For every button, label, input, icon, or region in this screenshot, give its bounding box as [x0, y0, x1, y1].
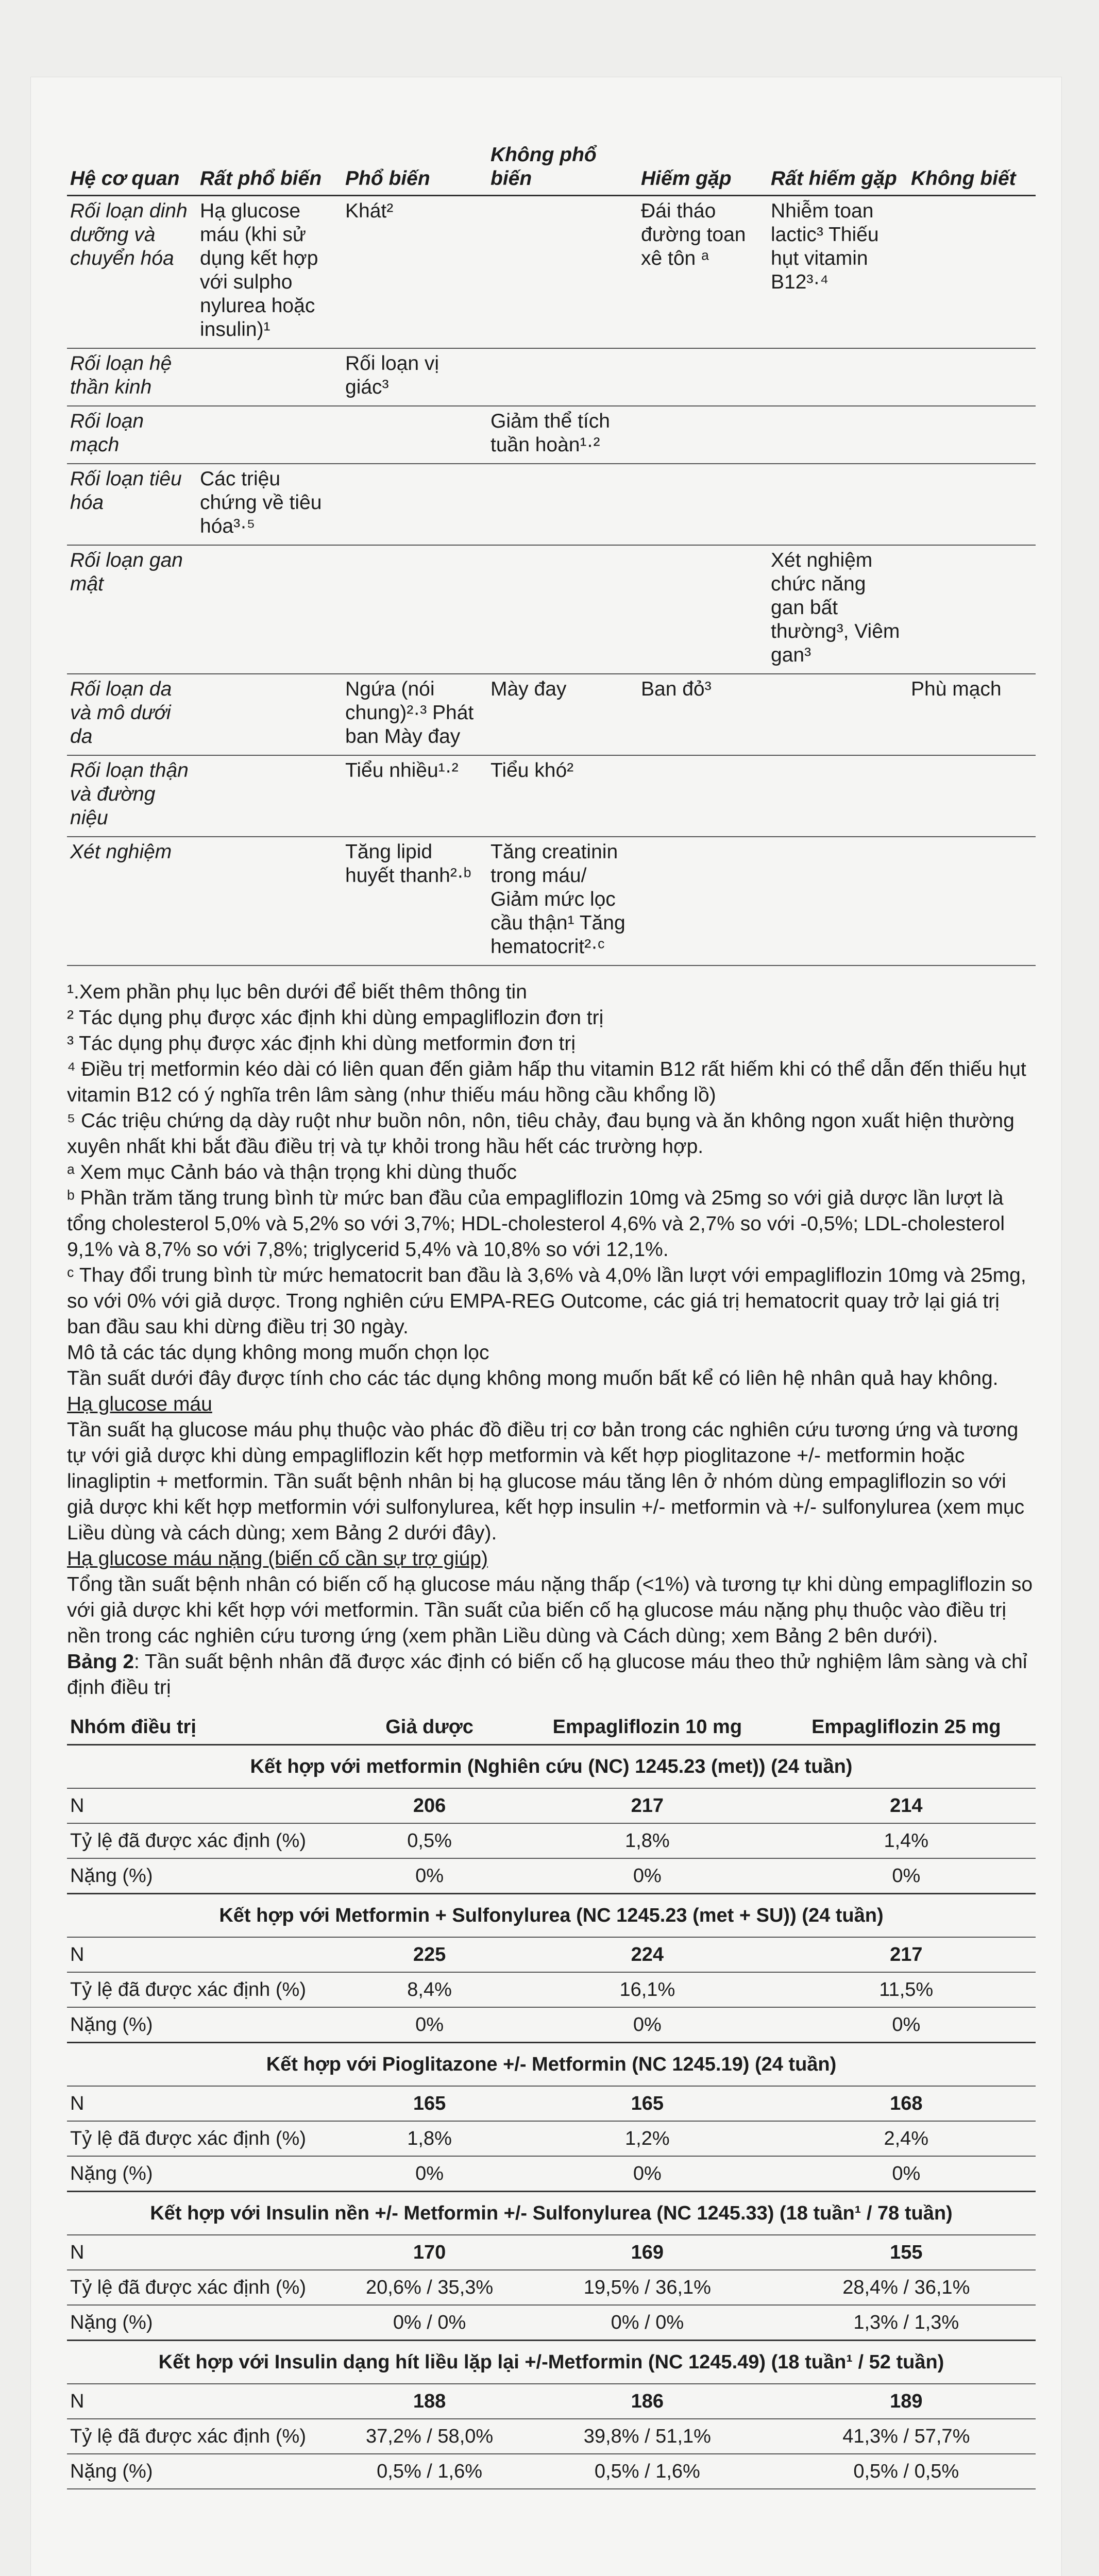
- header-very-rare: Rất hiếm gặp: [768, 139, 908, 196]
- value-cell: 1,3% / 1,3%: [777, 2305, 1036, 2341]
- frequency-cell: [487, 545, 638, 674]
- frequency-cell: Hạ glucose máu (khi sử dụng kết hợp với sulpho nylurea hoặc insulin)¹: [197, 196, 342, 349]
- row-label: Nặng (%): [67, 2007, 341, 2043]
- organ-system-cell: Rối loạn hệ thần kinh: [67, 348, 197, 406]
- value-cell: 155: [777, 2235, 1036, 2270]
- frequency-cell: [342, 464, 487, 545]
- header-common: Phổ biến: [342, 139, 487, 196]
- adverse-effects-row: [67, 674, 1036, 755]
- severe-hypoglycemia-text: Tổng tần suất bệnh nhân có biến cố hạ glucose máu nặng thấp (<1%) và tương tự khi dùng empagliflozin so với giả dược khi kết hợp với metformin. Tần suất của biến cố hạ glucose máu nặng phụ thuộc vào điều trị nền trong các nghiên cứu tương ứng (xem phần Liều dùng và Cách dùng; xem Bảng 2 bên dưới).: [67, 1573, 1033, 1647]
- footnotes: [67, 979, 1036, 1701]
- value-cell: 0%: [341, 2156, 518, 2192]
- value-cell: 168: [777, 2086, 1036, 2121]
- value-cell: 39,8% / 51,1%: [518, 2419, 776, 2454]
- frequency-cell: Rối loạn vị giác³: [342, 348, 487, 406]
- row-label: Nặng (%): [67, 1858, 341, 1894]
- value-cell: 37,2% / 58,0%: [341, 2419, 518, 2454]
- value-cell: 186: [518, 2384, 776, 2419]
- value-cell: 189: [777, 2384, 1036, 2419]
- adverse-effects-row: [67, 348, 1036, 406]
- value-cell: 0,5% / 1,6%: [341, 2454, 518, 2489]
- value-cell: 0% / 0%: [518, 2305, 776, 2341]
- value-cell: 0%: [518, 2007, 776, 2043]
- hypoglycemia-row: [67, 1788, 1036, 1823]
- value-cell: 0,5% / 1,6%: [518, 2454, 776, 2489]
- frequency-cell: Tăng creatinin trong máu/ Giảm mức lọc cầu thận¹ Tăng hematocrit²·ᶜ: [487, 837, 638, 965]
- row-label: Nặng (%): [67, 2156, 341, 2192]
- value-cell: 41,3% / 57,7%: [777, 2419, 1036, 2454]
- adverse-effects-row: [67, 545, 1036, 674]
- value-cell: 169: [518, 2235, 776, 2270]
- row-label: Tỷ lệ đã được xác định (%): [67, 2270, 341, 2305]
- footnote: ⁵ Các triệu chứng dạ dày ruột như buồn nôn, nôn, tiêu chảy, đau bụng và ăn không ngon xuất hiện thường xuyên nhất khi bắt đầu điều trị và tự khỏi trong hầu hết các trường hợp.: [67, 1110, 1015, 1158]
- row-label: Tỷ lệ đã được xác định (%): [67, 2121, 341, 2156]
- frequency-cell: [908, 464, 1036, 545]
- hypoglycemia-row: [67, 2121, 1036, 2156]
- frequency-cell: [638, 545, 768, 674]
- frequency-cell: [908, 406, 1036, 464]
- frequency-cell: Tăng lipid huyết thanh²·ᵇ: [342, 837, 487, 965]
- value-cell: 1,2%: [518, 2121, 776, 2156]
- hypoglycemia-row: [67, 2384, 1036, 2419]
- value-cell: 0% / 0%: [341, 2305, 518, 2341]
- hypoglycemia-heading: Hạ glucose máu: [67, 1393, 212, 1415]
- frequency-cell: [342, 545, 487, 674]
- organ-system-cell: Rối loạn da và mô dưới da: [67, 674, 197, 755]
- frequency-cell: [197, 348, 342, 406]
- frequency-cell: [768, 674, 908, 755]
- frequency-cell: [768, 837, 908, 965]
- frequency-cell: Tiểu nhiều¹·²: [342, 755, 487, 837]
- organ-system-cell: Rối loạn mạch: [67, 406, 197, 464]
- frequency-cell: [908, 545, 1036, 674]
- frequency-cell: [908, 348, 1036, 406]
- frequency-cell: [197, 755, 342, 837]
- frequency-cell: [197, 545, 342, 674]
- document-page: [31, 77, 1061, 2576]
- organ-system-cell: Rối loạn gan mật: [67, 545, 197, 674]
- hypoglycemia-row: [67, 2454, 1036, 2489]
- row-label: Nặng (%): [67, 2454, 341, 2489]
- hypoglycemia-row: [67, 2305, 1036, 2341]
- frequency-cell: [768, 755, 908, 837]
- section-intro: Mô tả các tác dụng không mong muốn chọn lọc: [67, 1342, 489, 1364]
- value-cell: 1,8%: [518, 1823, 776, 1858]
- frequency-cell: [638, 348, 768, 406]
- frequency-cell: Các triệu chứng về tiêu hóa³·⁵: [197, 464, 342, 545]
- study-section-row: [67, 1745, 1036, 1789]
- value-cell: 165: [341, 2086, 518, 2121]
- hypoglycemia-row: [67, 2419, 1036, 2454]
- value-cell: 188: [341, 2384, 518, 2419]
- frequency-cell: Khát²: [342, 196, 487, 349]
- footnote: ᵃ Xem mục Cảnh báo và thận trọng khi dùng thuốc: [67, 1161, 517, 1183]
- value-cell: 0%: [777, 2156, 1036, 2192]
- header-rare: Hiếm gặp: [638, 139, 768, 196]
- table2-caption: [67, 1649, 1036, 1701]
- hypoglycemia-row: [67, 2007, 1036, 2043]
- value-cell: 206: [341, 1788, 518, 1823]
- footnote: ³ Tác dụng phụ được xác định khi dùng metformin đơn trị: [67, 1032, 576, 1055]
- value-cell: 214: [777, 1788, 1036, 1823]
- organ-system-cell: Rối loạn thận và đường niệu: [67, 755, 197, 837]
- study-section-title: Kết hợp với Pioglitazone +/- Metformin (NC 1245.19) (24 tuần): [67, 2043, 1036, 2087]
- adverse-effects-row: [67, 464, 1036, 545]
- value-cell: 0%: [518, 1858, 776, 1894]
- row-label: Tỷ lệ đã được xác định (%): [67, 1972, 341, 2007]
- frequency-cell: [908, 755, 1036, 837]
- row-label: N: [67, 1788, 341, 1823]
- value-cell: 0,5% / 0,5%: [777, 2454, 1036, 2489]
- study-section-title: Kết hợp với Metformin + Sulfonylurea (NC 1245.23 (met + SU)) (24 tuần): [67, 1894, 1036, 1938]
- hypoglycemia-row: [67, 2156, 1036, 2192]
- adverse-effects-row: [67, 755, 1036, 837]
- value-cell: 170: [341, 2235, 518, 2270]
- hypoglycemia-text: Tần suất hạ glucose máu phụ thuộc vào phác đồ điều trị cơ bản trong các nghiên cứu tương ứng và tương tự với giả dược khi dùng empagliflozin kết hợp metformin và kết hợp pioglitazone +/- metformin hoặc linagliptin + metformin. Tần suất bệnh nhân bị hạ glucose máu tăng lên ở nhóm dùng empagliflozin so với giả dược khi kết hợp metformin với sulfonylurea, kết hợp insulin +/- metformin và +/- sulfonylurea (xem mục Liều dùng và cách dùng; xem Bảng 2 dưới đây).: [67, 1419, 1025, 1544]
- value-cell: 0,5%: [341, 1823, 518, 1858]
- frequency-cell: Tiểu khó²: [487, 755, 638, 837]
- value-cell: 0%: [341, 1858, 518, 1894]
- row-label: N: [67, 2086, 341, 2121]
- hypoglycemia-row: [67, 1858, 1036, 1894]
- footnote: ¹.Xem phần phụ lục bên dưới để biết thêm thông tin: [67, 981, 527, 1003]
- value-cell: 8,4%: [341, 1972, 518, 2007]
- frequency-cell: [487, 196, 638, 349]
- hypoglycemia-row: [67, 1937, 1036, 1972]
- footnote: ᶜ Thay đổi trung bình từ mức hematocrit ban đầu là 3,6% và 4,0% lần lượt với empagliflozin 10mg và 25mg, so với 0% với giả dược. Trong nghiên cứu EMPA-REG Outcome, các giá trị hematocrit quay trở lại giá trị ban đầu sau khi dừng điều trị 30 ngày.: [67, 1264, 1026, 1338]
- frequency-cell: [197, 837, 342, 965]
- value-cell: 165: [518, 2086, 776, 2121]
- organ-system-cell: Xét nghiệm: [67, 837, 197, 965]
- study-section-row: [67, 2192, 1036, 2235]
- footnote: ᵇ Phần trăm tăng trung bình từ mức ban đầu của empagliflozin 10mg và 25mg so với giả dược lần lượt là tổng cholesterol 5,0% và 5,2% so với 3,7%; HDL-cholesterol 4,6% và 2,7% so với -0,5%; LDL-cholesterol 9,1% và 8,7% so với 7,8%; triglycerid 5,4% và 10,8% so với 12,1%.: [67, 1187, 1005, 1261]
- value-cell: 28,4% / 36,1%: [777, 2270, 1036, 2305]
- frequency-cell: [487, 464, 638, 545]
- adverse-effects-header-row: [67, 139, 1036, 196]
- hypoglycemia-row: [67, 1823, 1036, 1858]
- header-organ-system: Hệ cơ quan: [67, 139, 197, 196]
- row-label: Tỷ lệ đã được xác định (%): [67, 2419, 341, 2454]
- value-cell: 16,1%: [518, 1972, 776, 2007]
- value-cell: 2,4%: [777, 2121, 1036, 2156]
- hypoglycemia-header-row: [67, 1710, 1036, 1745]
- organ-system-cell: Rối loạn dinh dưỡng và chuyển hóa: [67, 196, 197, 349]
- frequency-cell: [638, 406, 768, 464]
- header-unknown: Không biết: [908, 139, 1036, 196]
- study-section-row: [67, 2341, 1036, 2384]
- row-label: Nặng (%): [67, 2305, 341, 2341]
- value-cell: 0%: [777, 1858, 1036, 1894]
- organ-system-cell: Rối loạn tiêu hóa: [67, 464, 197, 545]
- value-cell: 1,8%: [341, 2121, 518, 2156]
- header-placebo: Giả dược: [341, 1710, 518, 1745]
- row-label: N: [67, 1937, 341, 1972]
- footnote: ⁴ Điều trị metformin kéo dài có liên quan đến giảm hấp thu vitamin B12 rất hiếm khi có thể dẫn đến thiếu hụt vitamin B12 có ý nghĩa trên lâm sàng (như thiếu máu hồng cầu khổng lồ): [67, 1058, 1026, 1106]
- adverse-effects-row: [67, 196, 1036, 349]
- study-section-row: [67, 1894, 1036, 1938]
- adverse-effects-row: [67, 406, 1036, 464]
- frequency-cell: [768, 464, 908, 545]
- frequency-cell: Mày đay: [487, 674, 638, 755]
- frequency-cell: [768, 406, 908, 464]
- frequency-cell: Nhiễm toan lactic³ Thiếu hụt vitamin B12³·⁴: [768, 196, 908, 349]
- frequency-cell: Giảm thể tích tuần hoàn¹·²: [487, 406, 638, 464]
- frequency-cell: [197, 406, 342, 464]
- study-section-title: Kết hợp với Insulin nền +/- Metformin +/- Sulfonylurea (NC 1245.33) (18 tuần¹ / 78 tuần): [67, 2192, 1036, 2235]
- adverse-effects-table: [67, 139, 1036, 966]
- value-cell: 0%: [341, 2007, 518, 2043]
- frequency-cell: [487, 348, 638, 406]
- frequency-cell: [638, 755, 768, 837]
- frequency-cell: Xét nghiệm chức năng gan bất thường³, Viêm gan³: [768, 545, 908, 674]
- row-label: N: [67, 2384, 341, 2419]
- frequency-cell: Ngứa (nói chung)²·³ Phát ban Mày đay: [342, 674, 487, 755]
- row-label: Tỷ lệ đã được xác định (%): [67, 1823, 341, 1858]
- value-cell: 20,6% / 35,3%: [341, 2270, 518, 2305]
- header-empagliflozin-25: Empagliflozin 25 mg: [777, 1710, 1036, 1745]
- study-section-row: [67, 2043, 1036, 2087]
- value-cell: 217: [518, 1788, 776, 1823]
- study-section-title: Kết hợp với metformin (Nghiên cứu (NC) 1245.23 (met)) (24 tuần): [67, 1745, 1036, 1789]
- value-cell: 1,4%: [777, 1823, 1036, 1858]
- frequency-cell: Ban đỏ³: [638, 674, 768, 755]
- value-cell: 19,5% / 36,1%: [518, 2270, 776, 2305]
- frequency-cell: [638, 464, 768, 545]
- frequency-cell: [342, 406, 487, 464]
- adverse-effects-row: [67, 837, 1036, 965]
- header-treatment-group: Nhóm điều trị: [67, 1710, 341, 1745]
- header-empagliflozin-10: Empagliflozin 10 mg: [518, 1710, 776, 1745]
- value-cell: 11,5%: [777, 1972, 1036, 2007]
- frequency-cell: Phù mạch: [908, 674, 1036, 755]
- table2-caption-label: Bảng 2: [67, 1651, 134, 1673]
- hypoglycemia-row: [67, 2086, 1036, 2121]
- severe-hypoglycemia-heading: Hạ glucose máu nặng (biến cố cần sự trợ giúp): [67, 1548, 488, 1570]
- frequency-cell: Đái tháo đường toan xê tôn ᵃ: [638, 196, 768, 349]
- hypoglycemia-table: [67, 1710, 1036, 2489]
- hypoglycemia-row: [67, 2235, 1036, 2270]
- value-cell: 224: [518, 1937, 776, 1972]
- value-cell: 225: [341, 1937, 518, 1972]
- table2-caption-text: : Tần suất bệnh nhân đã được xác định có biến cố hạ glucose máu theo thử nghiệm lâm sàng và chỉ định điều trị: [67, 1651, 1027, 1699]
- hypoglycemia-row: [67, 1972, 1036, 2007]
- value-cell: 217: [777, 1937, 1036, 1972]
- value-cell: 0%: [518, 2156, 776, 2192]
- header-uncommon: Không phổ biến: [487, 139, 638, 196]
- document-content: [67, 139, 1036, 2489]
- frequency-cell: [908, 837, 1036, 965]
- value-cell: 0%: [777, 2007, 1036, 2043]
- header-very-common: Rất phổ biến: [197, 139, 342, 196]
- frequency-cell: [197, 674, 342, 755]
- section-intro: Tần suất dưới đây được tính cho các tác dụng không mong muốn bất kể có liên hệ nhân quả hay không.: [67, 1367, 999, 1389]
- frequency-cell: [768, 348, 908, 406]
- study-section-title: Kết hợp với Insulin dạng hít liều lặp lại +/-Metformin (NC 1245.49) (18 tuần¹ / 52 tuần): [67, 2341, 1036, 2384]
- frequency-cell: [638, 837, 768, 965]
- hypoglycemia-row: [67, 2270, 1036, 2305]
- frequency-cell: [908, 196, 1036, 349]
- row-label: N: [67, 2235, 341, 2270]
- footnote: ² Tác dụng phụ được xác định khi dùng empagliflozin đơn trị: [67, 1007, 604, 1029]
